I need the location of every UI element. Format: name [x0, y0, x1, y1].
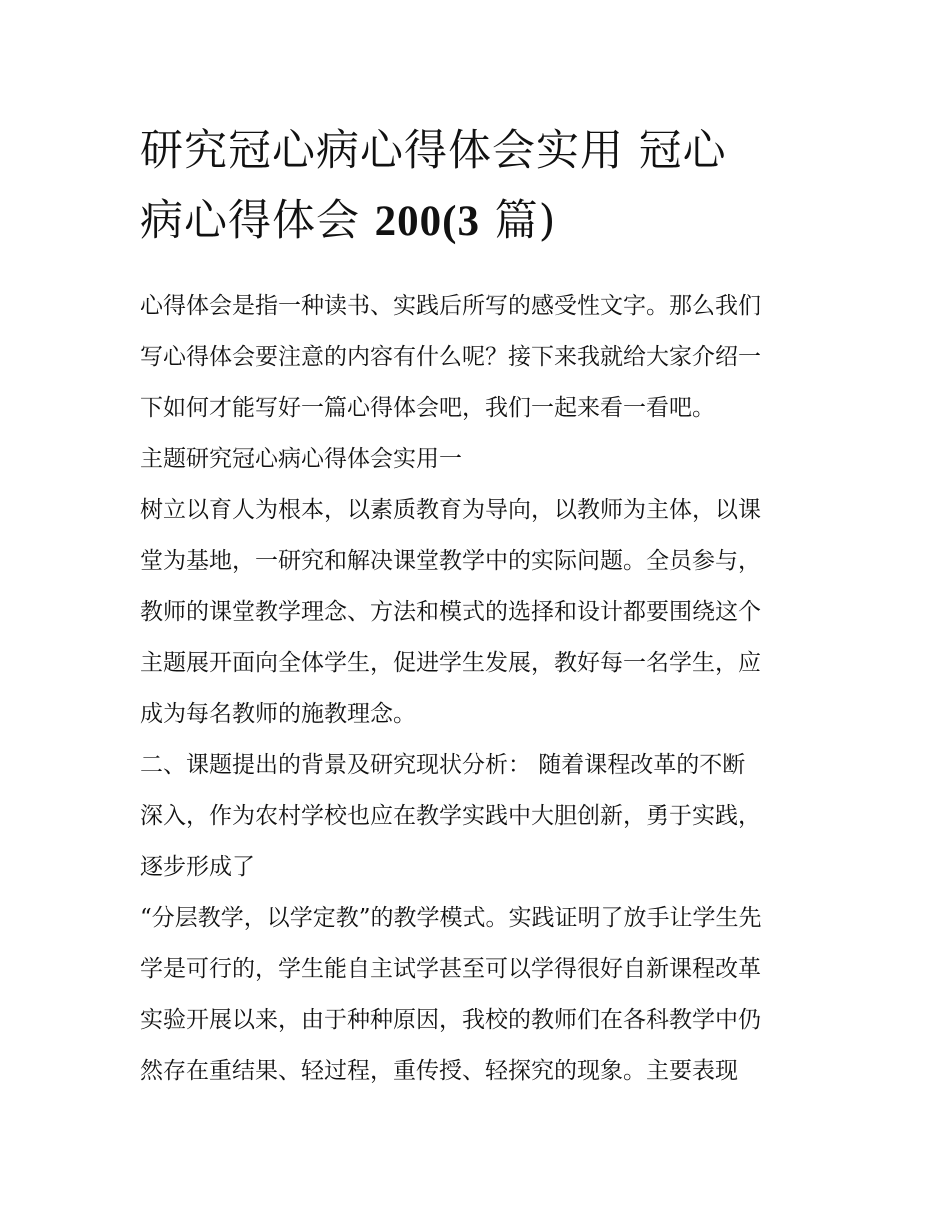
- paragraph-line: 主题展开面向全体学生，促进学生发展，教好每一名学生，应: [140, 650, 761, 676]
- paragraph-line: 逐步形成了: [140, 854, 255, 880]
- paragraph-line: 心得体会是指一种读书、实践后所写的感受性文字。那么我们: [140, 293, 761, 319]
- paragraph-line: 教师的课堂教学理念、方法和模式的选择和设计都要围绕这个: [140, 599, 761, 625]
- paragraph-line: 树立以育人为根本，以素质教育为导向，以教师为主体，以课: [140, 497, 761, 523]
- paragraph-line: 实验开展以来，由于种种原因，我校的教师们在各科教学中仍: [140, 1007, 761, 1033]
- title-line-2-prefix: 病心得体会: [140, 196, 375, 246]
- paragraph-line: 下如何才能写好一篇心得体会吧，我们一起来看一看吧。: [140, 395, 715, 421]
- paragraph-background: [140, 740, 815, 893]
- paragraph-line: 写心得体会要注意的内容有什么呢？接下来我就给大家介绍一: [140, 344, 761, 370]
- paragraph-line: 学是可行的，学生能自主试学甚至可以学得很好自新课程改革: [140, 956, 761, 982]
- paragraph-topic-heading: [140, 434, 815, 485]
- title-line-2: [140, 186, 810, 257]
- paragraph-line: 二、课题提出的背景及研究现状分析： 随着课程改革的不断: [140, 752, 746, 778]
- paragraph-line: 然存在重结果、轻过程，重传授、轻探究的现象。主要表现: [140, 1058, 738, 1084]
- paragraph-line: 主题研究冠心病心得体会实用一: [140, 446, 462, 472]
- title-line-1: 研究冠心病心得体会实用 冠心: [140, 126, 727, 176]
- paragraph-line: 深入，作为农村学校也应在教学实践中大胆创新，勇于实践，: [140, 803, 761, 829]
- title-line-2-suffix: 篇): [480, 196, 557, 246]
- paragraph-line: 成为每名教师的施教理念。: [140, 701, 416, 727]
- document-title: [140, 116, 810, 257]
- paragraph-line: “分层教学，以学定教”的教学模式。实践证明了放手让学生先: [140, 905, 762, 931]
- paragraph-principles: [140, 485, 815, 740]
- document-content: [140, 116, 815, 1097]
- document-body: [140, 281, 815, 1097]
- paragraph-teaching-model: [140, 893, 815, 1097]
- paragraph-line: 堂为基地，一研究和解决课堂教学中的实际问题。全员参与，: [140, 548, 761, 574]
- paragraph-intro: [140, 281, 815, 434]
- title-line-2-bold: 200(3: [374, 198, 480, 245]
